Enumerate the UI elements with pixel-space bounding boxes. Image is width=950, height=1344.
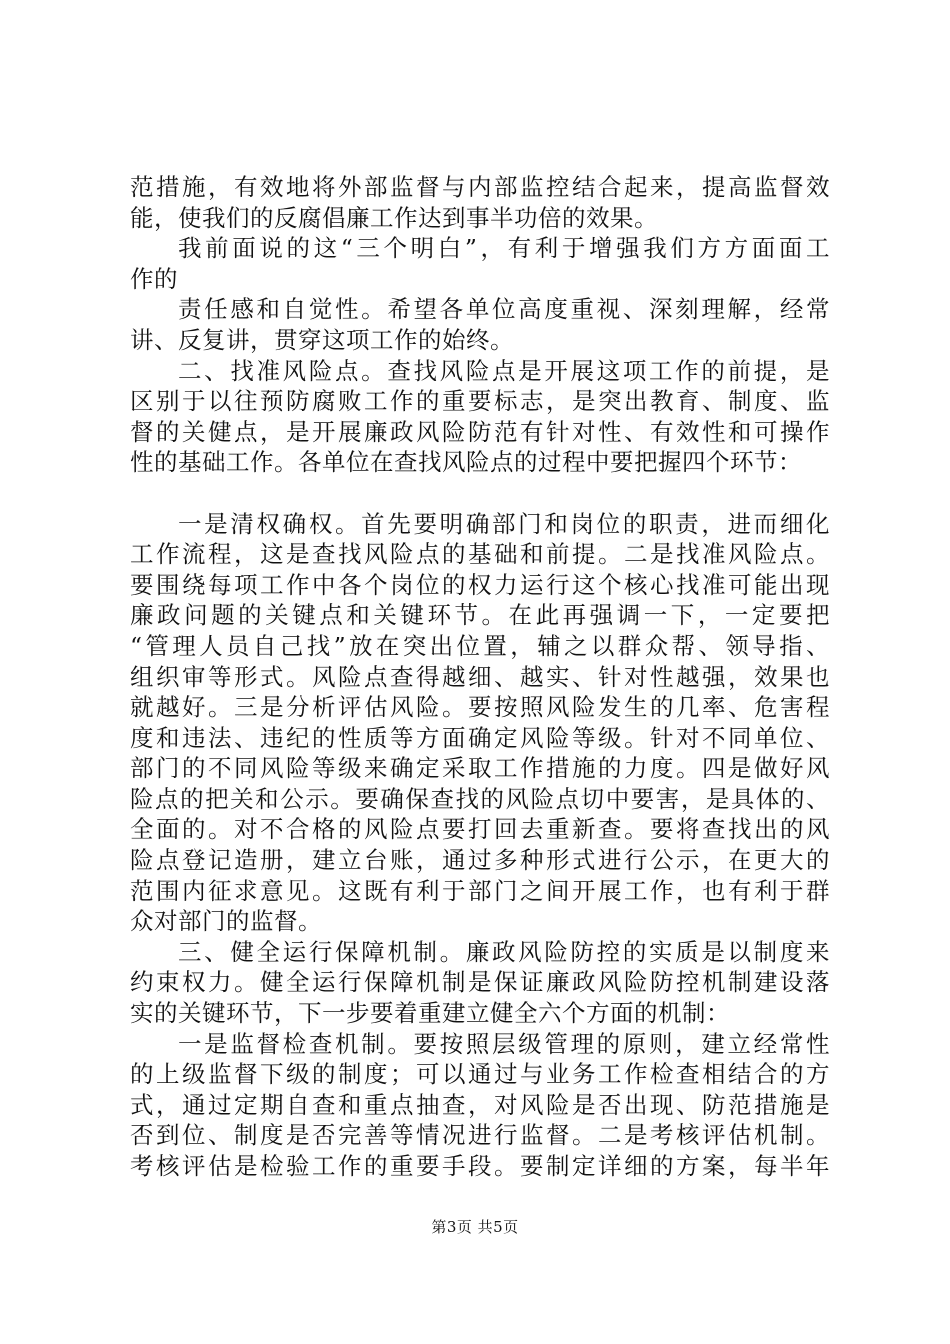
- text-line: 考核评估是检验工作的重要手段。要制定详细的方案，每半年: [130, 1152, 830, 1180]
- text-line: 众对部门的监督。: [130, 907, 322, 936]
- text-line: 督的关健点，是开展廉政风险防范有针对性、有效性和可操作: [130, 417, 830, 446]
- text-line: “管理人员自己找”放在突出位置，辅之以群众帮、领导指、: [130, 631, 830, 660]
- text-line: 作的: [130, 264, 178, 293]
- text-line: 性的基础工作。各单位在查找风险点的过程中要把握四个环节：: [130, 448, 802, 477]
- text-line: 的上级监督下级的制度；可以通过与业务工作检查相结合的方: [130, 1060, 830, 1089]
- text-line: 工作流程，这是查找风险点的基础和前提。二是找准风险点。: [130, 540, 830, 569]
- document-body: [130, 172, 830, 1182]
- text-line: 区别于以往预防腐败工作的重要标志，是突出教育、制度、监: [130, 387, 830, 416]
- text-line: [130, 478, 830, 509]
- text-line: 式，通过定期自查和重点抽查，对风险是否出现、防范措施是: [130, 1090, 830, 1119]
- text-line: 约束权力。健全运行保障机制是保证廉政风险防控机制建设落: [130, 968, 830, 997]
- text-line: 否到位、制度是否完善等情况进行监督。二是考核评估机制。: [130, 1121, 830, 1150]
- text-line: 范围内征求意见。这既有利于部门之间开展工作，也有利于群: [130, 876, 830, 905]
- text-line: 险点的把关和公示。要确保查找的风险点切中要害，是具体的、: [130, 784, 830, 813]
- text-line: 度和违法、违纪的性质等方面确定风险等级。针对不同单位、: [130, 723, 830, 752]
- text-line: 就越好。三是分析评估风险。要按照风险发生的几率、危害程: [130, 693, 830, 722]
- text-line: 要围绕每项工作中各个岗位的权力运行这个核心找准可能出现: [130, 570, 830, 599]
- text-line: 范措施，有效地将外部监督与内部监控结合起来，提高监督效: [130, 173, 830, 201]
- text-line: 一是清权确权。首先要明确部门和岗位的职责，进而细化: [178, 509, 830, 538]
- text-line: 二、找准风险点。查找风险点是开展这项工作的前提，是: [178, 356, 830, 385]
- page-number-footer: 第3页 共5页: [431, 1218, 519, 1236]
- text-line: 我前面说的这“三个明白”，有利于增强我们方方面面工: [178, 234, 830, 263]
- text-line: 险点登记造册，建立台账，通过多种形式进行公示，在更大的: [130, 846, 830, 875]
- text-line: 全面的。对不合格的风险点要打回去重新查。要将查找出的风: [130, 815, 830, 844]
- text-line: 讲、反复讲，贯穿这项工作的始终。: [130, 325, 514, 354]
- text-line: 组织审等形式。风险点查得越细、越实、针对性越强，效果也: [130, 662, 830, 691]
- text-line: 部门的不同风险等级来确定采取工作措施的力度。四是做好风: [130, 754, 830, 783]
- text-line: 实的关键环节，下一步要着重建立健全六个方面的机制：: [130, 999, 730, 1028]
- text-line: 廉政问题的关键点和关键环节。在此再强调一下，一定要把: [130, 601, 830, 630]
- text-line: 一是监督检查机制。要按照层级管理的原则，建立经常性: [178, 1029, 830, 1058]
- text-line: 能，使我们的反腐倡廉工作达到事半功倍的效果。: [130, 203, 658, 232]
- text-line: 三、健全运行保障机制。廉政风险防控的实质是以制度来: [178, 937, 830, 966]
- text-line: 责任感和自觉性。希望各单位高度重视、深刻理解，经常: [178, 295, 830, 324]
